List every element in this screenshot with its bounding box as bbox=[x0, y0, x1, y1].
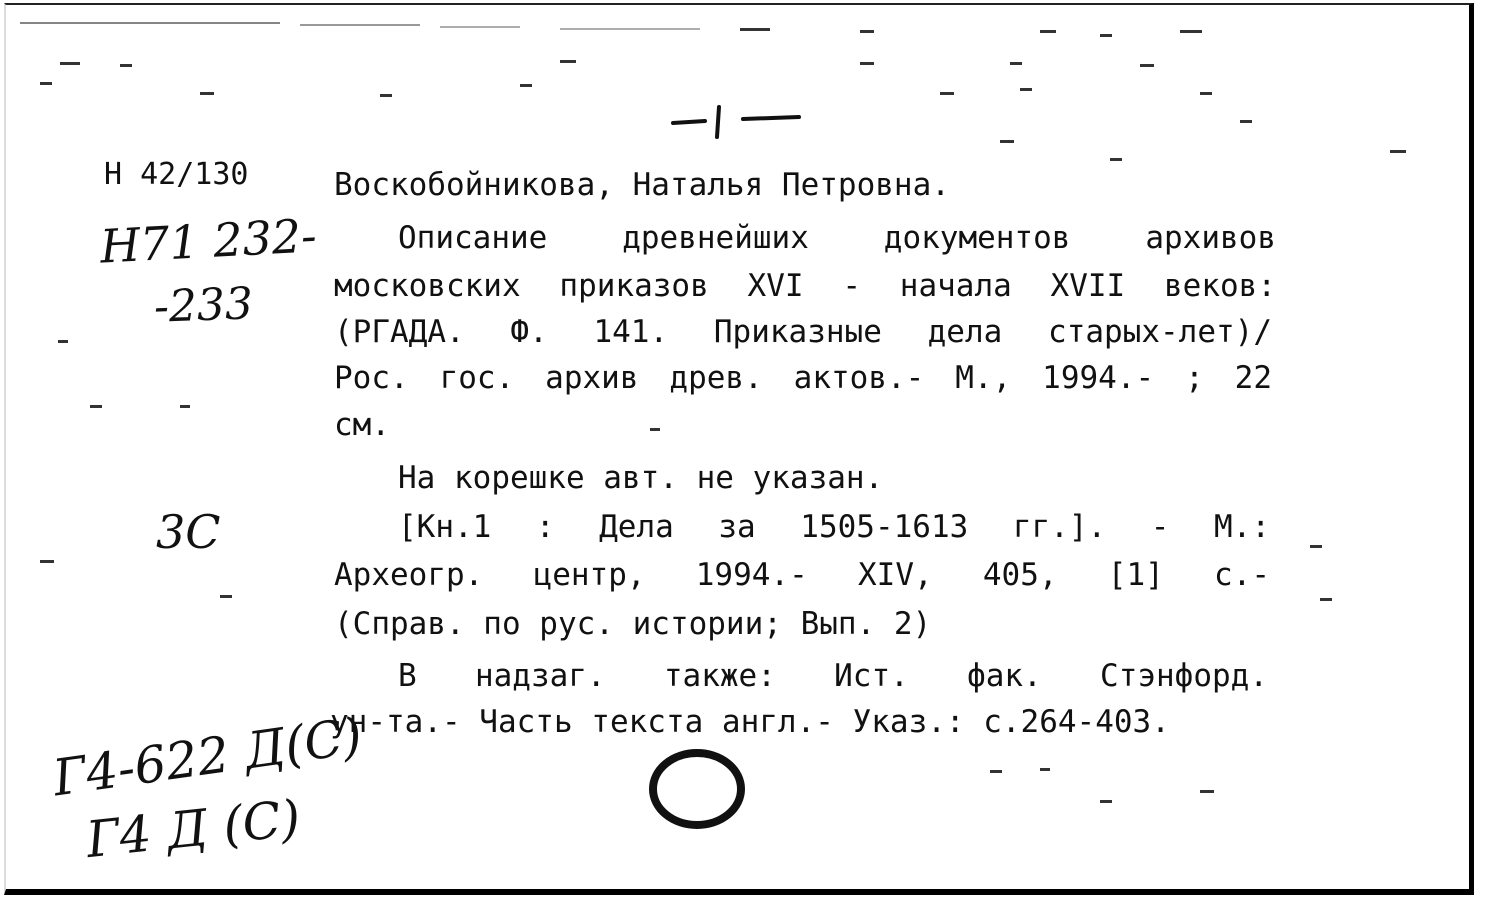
handwritten-call-number: Н71 232- bbox=[98, 208, 318, 274]
handwritten-call-number-range: -233 bbox=[153, 278, 254, 333]
title-line-1: Описание древнейших документов архивов bbox=[398, 220, 1276, 256]
volume-line-3: (Справ. по рус. истории; Вып. 2) bbox=[334, 606, 932, 642]
handwritten-inventory-2: Г4 Д (С) bbox=[83, 788, 304, 870]
page-number bbox=[667, 95, 817, 155]
volume-line-1: [Кн.1 : Дела за 1505-1613 гг.]. - М.: bbox=[398, 509, 1270, 545]
author-heading: Воскобойникова, Наталья Петровна. bbox=[334, 167, 950, 203]
volume-line-2: Археогр. центр, 1994.- XIV, 405, [1] с.- bbox=[334, 557, 1270, 593]
handwritten-mark-3c: 3С bbox=[156, 505, 221, 559]
circle-stamp-icon bbox=[645, 747, 755, 837]
note-line-2: ун-та.- Часть текста англ.- Указ.: с.264-403. bbox=[330, 704, 1170, 740]
spine-note: На корешке авт. не указан. bbox=[398, 460, 884, 496]
note-line-1: В надзаг. также: Ист. фак. Стэнфорд. bbox=[398, 658, 1268, 694]
title-line-3: (РГАДА. Ф. 141. Приказные дела старых-лет)/ bbox=[334, 314, 1272, 350]
title-line-4: Рос. гос. архив древ. актов.- М., 1994.- ; 22 bbox=[334, 360, 1272, 396]
title-line-2: московских приказов XVI - начала XVII веков: bbox=[334, 268, 1276, 304]
handwritten-inventory-1: Г4-622 Д(С) bbox=[49, 706, 366, 808]
shelf-mark: Н 42/130 bbox=[104, 157, 249, 192]
title-line-5: см. bbox=[334, 407, 390, 443]
